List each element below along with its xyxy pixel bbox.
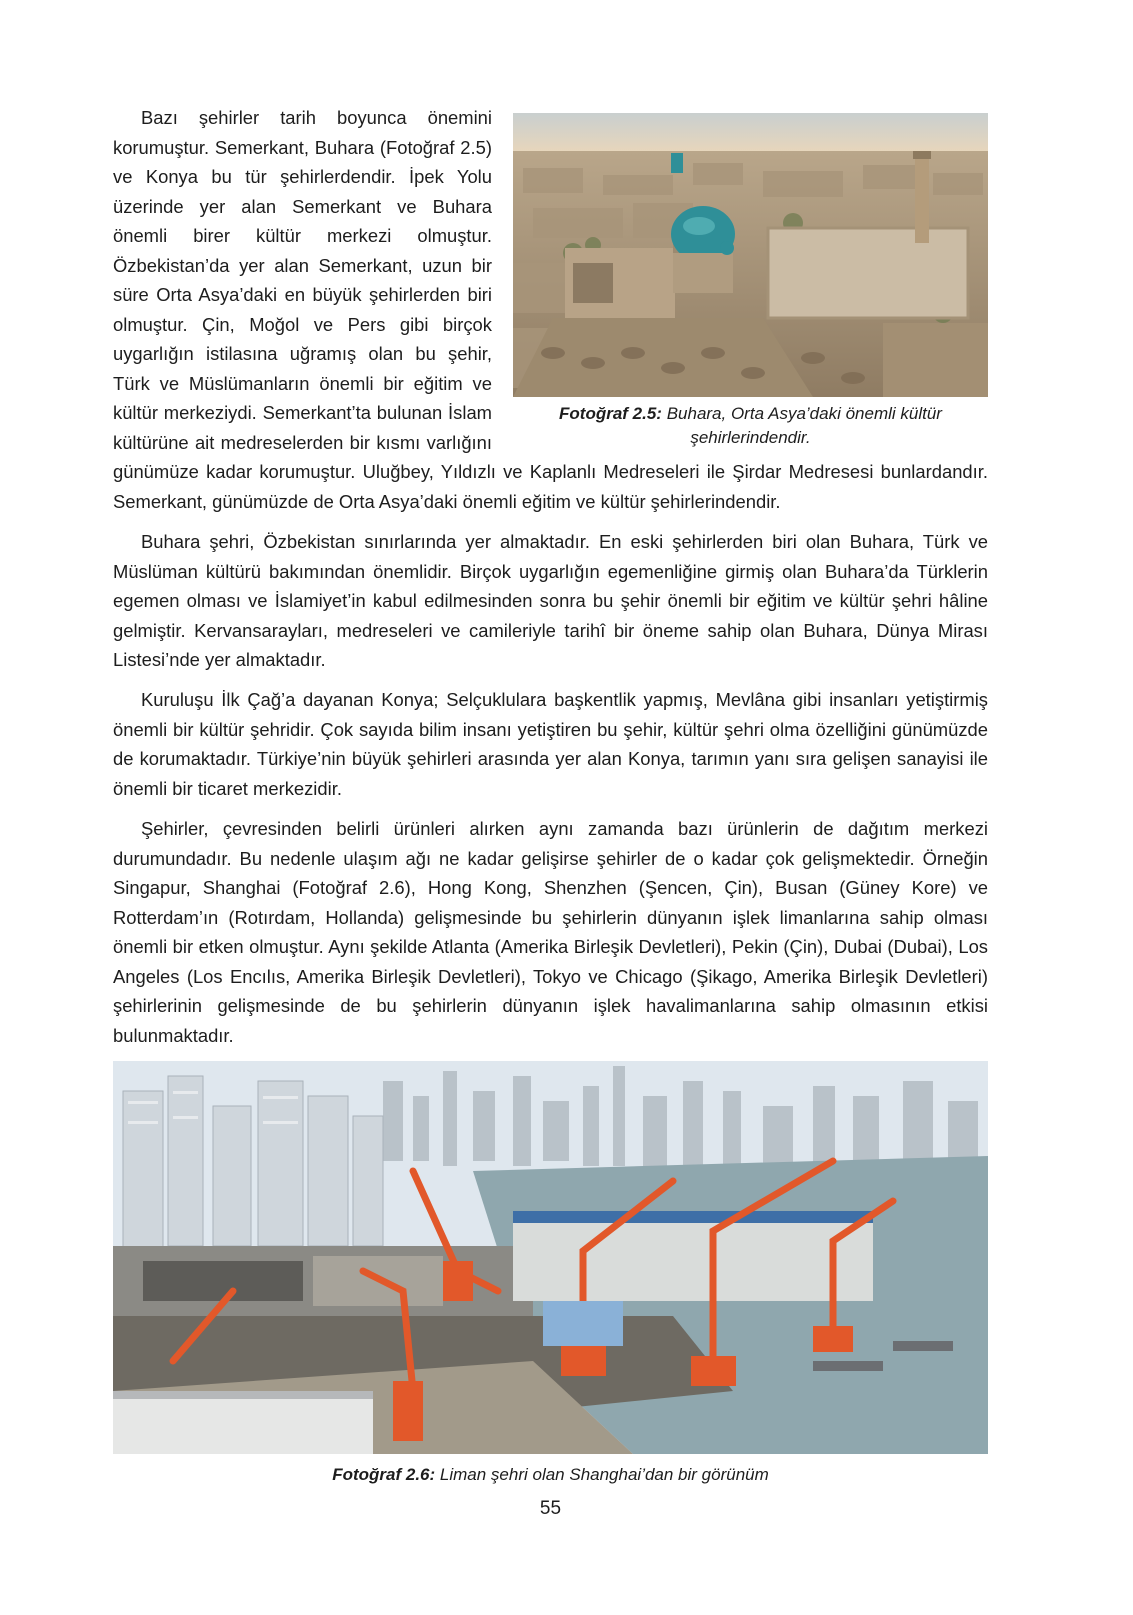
shanghai-port-illustration — [113, 1061, 988, 1454]
photo-2-6-label: Fotoğraf 2.6: — [332, 1465, 436, 1484]
photo-2-5-label: Fotoğraf 2.5: — [559, 404, 662, 423]
photo-2-6-caption-text: Liman şehri olan Shanghai’dan bir görünüm — [435, 1465, 769, 1484]
photo-2-5-caption-text: Buhara, Orta Asya’daki önemli kültür şehirlerindendir. — [661, 404, 942, 447]
photo-2-5-caption — [513, 402, 988, 450]
paragraph-2: Buhara şehri, Özbekistan sınırlarında yer almaktadır. En eski şehirlerden biri olan Buhara, Türk ve Müslüman kültürü bakımından önemlidir. Birçok uygarlığın egemenliğine girmiş olan Buhara’da Türklerin egemen olması ve İslamiyet’in kabul edilmesinden sonra bu şehir önemli bir eğitim ve kültür şehri hâline gelmiştir. Kervansarayları, medreseleri ve camileriyle tarihî bir öneme sahip olan Buhara, Dünya Mirası Listesi’nde yer almaktadır. — [113, 531, 988, 670]
paragraph-4: Şehirler, çevresinden belirli ürünleri alırken aynı zamanda bazı ürünlerin de dağıtım merkezi durumundadır. Bu nedenle ulaşım ağı ne kadar gelişirse şehirler de o kadar çok gelişmektedir. Örneğin Singapur, Shanghai (Fotoğraf 2.6), Hong Kong, Shenzhen (Şencen, Çin), Busan (Güney Kore) ve Rotterdam’ın (Rotırdam, Hollanda) gelişmesinde bu şehirlerin dünyanın işlek limanlarına sahip olması önemli bir etken olmuştur. Aynı şekilde Atlanta (Amerika Birleşik Devletleri), Pekin (Çin), Dubai (Dubai), Los Angeles (Los Encılıs, Amerika Birleşik Devletleri), Tokyo ve Chicago (Şikago, Amerika Birleşik Devletleri) şehirlerinin gelişmesinde de bu şehirlerin dünyanın işlek havalimanlarına sahip olmasının etkisi bulunmaktadır. — [113, 818, 988, 1046]
bukhara-photo — [513, 113, 988, 397]
photo-2-6-caption — [113, 1463, 988, 1487]
shanghai-port-photo — [113, 1061, 988, 1454]
paragraph-1-text: Bazı şehirler tarih boyunca önemini korumuştur. Semerkant, Buhara (Fotoğraf 2.5) ve Konya bu tür şehirlerdendir. İpek Yolu üzerinde yer alan Semerkant ve Buhara önemli birer kültür merkezi olmuştur. Özbekistan’da yer alan Semerkant, uzun bir süre Orta Asya’daki en büyük şehirlerden biri olmuştur. Çin, Moğol ve Pers gibi birçok uygarlığın istilasına uğramış olan bu şehir, Türk ve Müslümanların önemli bir eğitim ve kültür merkeziydi. Semerkant’ta bulunan İslam kültürüne ait medreselerden bir kısmı varlığını günümüze kadar korumuştur. Uluğbey, Yıldızlı ve Kaplanlı Medreseleri ile Şirdar Medresesi bunlardandır. Semerkant, günümüzde de Orta Asya’daki önemli eğitim ve kültür şehirlerindendir. — [113, 107, 988, 512]
bukhara-aerial-illustration — [513, 113, 988, 397]
paragraph-3: Kuruluşu İlk Çağ’a dayanan Konya; Selçuklulara başkentlik yapmış, Mevlâna gibi insanları yetiştirmiş önemli bir kültür şehridir. Çok sayıda bilim insanı yetiştiren bu şehir, kültür şehri olma özelliğini günümüzde de korumaktadır. Türkiye’nin büyük şehirleri arasında yer alan Konya, tarımın yanı sıra gelişen sanayisi ile önemli bir ticaret merkezidir. — [113, 689, 988, 799]
page-number: 55 — [539, 1498, 562, 1519]
